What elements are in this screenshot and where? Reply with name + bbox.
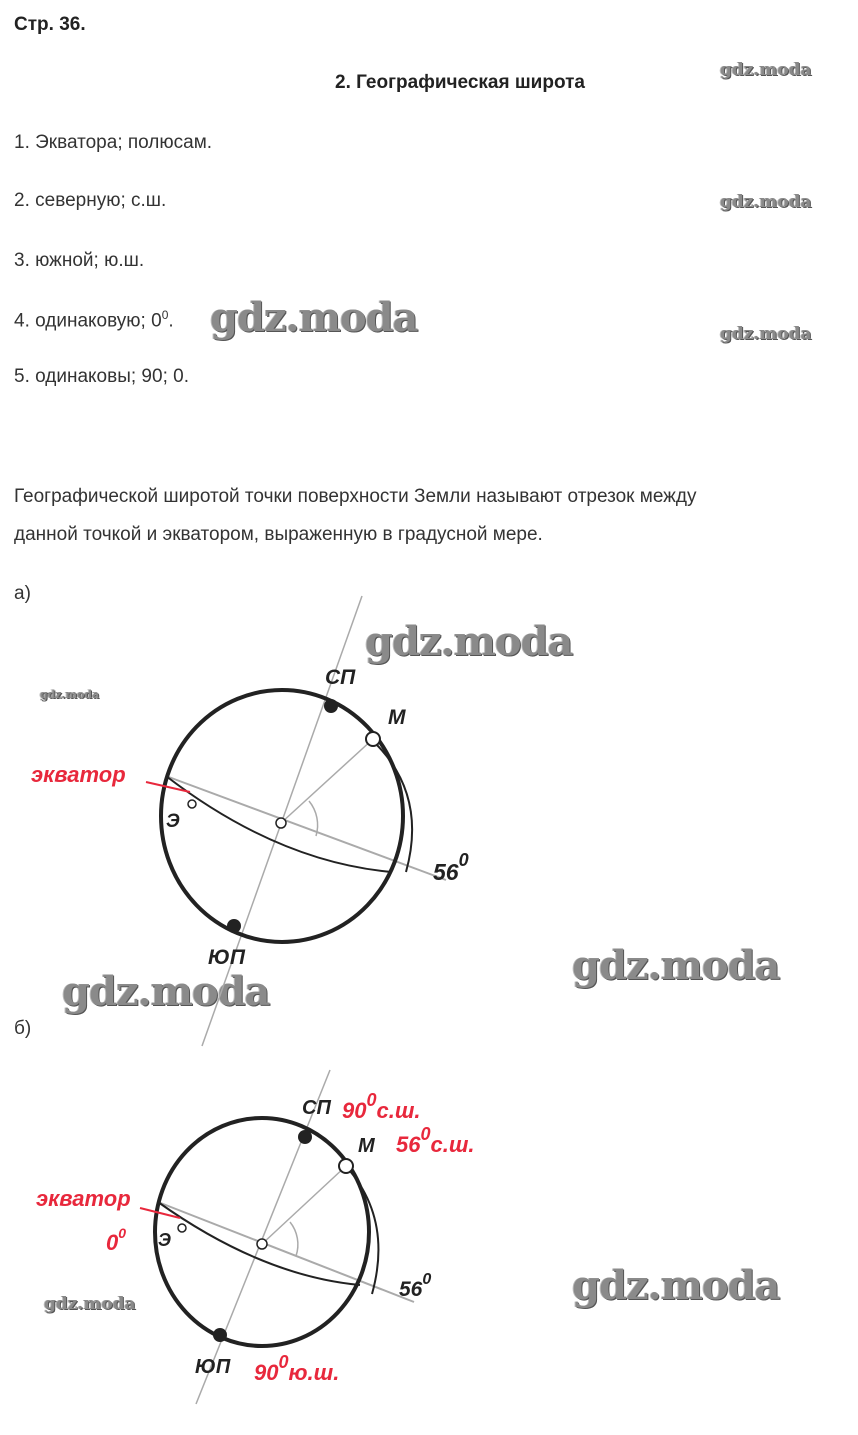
north-pole-latitude bbox=[342, 1090, 421, 1123]
page-number: Стр. 36. bbox=[14, 14, 86, 35]
equator-latitude bbox=[106, 1225, 126, 1255]
watermark: gdz.moda bbox=[210, 294, 418, 341]
angle-value: 56 bbox=[399, 1278, 423, 1301]
equator-ray bbox=[158, 1202, 414, 1302]
south-lat-degree: 0 bbox=[278, 1352, 289, 1372]
watermark: gdz.moda bbox=[572, 942, 780, 989]
point-e-label: Э bbox=[166, 811, 180, 832]
south-pole-latitude bbox=[254, 1352, 339, 1385]
earth-circle bbox=[155, 1118, 369, 1346]
south-pole-marker bbox=[213, 1328, 227, 1342]
south-pole-label: ЮП bbox=[208, 946, 245, 969]
angle-label bbox=[399, 1271, 431, 1301]
watermark: gdz.moda bbox=[62, 968, 270, 1015]
north-pole-marker bbox=[298, 1130, 312, 1144]
angle-degree: 0 bbox=[422, 1271, 432, 1288]
watermark: gdz.moda bbox=[572, 1262, 780, 1309]
equator-label: экватор bbox=[31, 762, 126, 787]
point-m-latitude bbox=[396, 1124, 475, 1157]
watermark: gdz.moda bbox=[720, 324, 812, 344]
point-m-label: М bbox=[388, 706, 406, 729]
watermark: gdz.moda bbox=[365, 618, 573, 665]
equator-lat-degree: 0 bbox=[118, 1225, 127, 1241]
diagram-b-label: б) bbox=[14, 1018, 32, 1039]
angle-degree: 0 bbox=[458, 850, 469, 870]
north-pole-label: СП bbox=[325, 666, 356, 689]
section-title: 2. Географическая широта bbox=[335, 72, 585, 93]
watermark: gdz.moda bbox=[40, 688, 100, 701]
equator-lat-value: 0 bbox=[106, 1230, 119, 1255]
axis-line bbox=[196, 1070, 330, 1404]
point-e-marker bbox=[178, 1224, 186, 1232]
equator-label: экватор bbox=[36, 1186, 131, 1211]
answer-5: 5. одинаковы; 90; 0. bbox=[14, 366, 189, 387]
south-pole-label: ЮП bbox=[195, 1356, 231, 1378]
meridian-arc bbox=[350, 1171, 378, 1294]
north-lat-value: 90 bbox=[342, 1098, 367, 1123]
north-pole-label: СП bbox=[302, 1097, 331, 1119]
watermark: gdz.moda bbox=[720, 60, 812, 80]
answer-2: 2. северную; с.ш. bbox=[14, 190, 167, 211]
answer-4-degree: 0 bbox=[161, 308, 169, 322]
point-lat-degree: 0 bbox=[420, 1124, 431, 1144]
center-point bbox=[257, 1239, 267, 1249]
south-lat-suffix: ю.ш. bbox=[288, 1360, 340, 1385]
point-e-label: Э bbox=[158, 1230, 171, 1250]
answer-4-tail: . bbox=[168, 310, 174, 332]
paragraph-line-1: Географической широтой точки поверхности Земли называют отрезок между bbox=[14, 486, 697, 507]
answer-1: 1. Экватора; полюсам. bbox=[14, 132, 213, 153]
latitude-ray bbox=[262, 1166, 346, 1244]
answer-4-text: 4. одинаковую; 0 bbox=[14, 310, 162, 332]
north-lat-suffix: с.ш. bbox=[376, 1098, 421, 1123]
south-lat-value: 90 bbox=[254, 1360, 279, 1385]
point-m-marker bbox=[339, 1159, 353, 1173]
angle-value: 56 bbox=[433, 859, 459, 885]
diagram-a-label: а) bbox=[14, 583, 31, 604]
point-m-label: М bbox=[358, 1135, 375, 1157]
watermark: gdz.moda bbox=[44, 1294, 136, 1314]
angle-arc bbox=[290, 1222, 298, 1256]
point-lat-value: 56 bbox=[396, 1132, 421, 1157]
point-lat-suffix: с.ш. bbox=[430, 1132, 475, 1157]
paragraph-line-2: данной точкой и экватором, выраженную в градусной мере. bbox=[14, 524, 543, 545]
answer-3: 3. южной; ю.ш. bbox=[14, 250, 145, 271]
watermark: gdz.moda bbox=[720, 192, 812, 212]
north-lat-degree: 0 bbox=[366, 1090, 377, 1110]
